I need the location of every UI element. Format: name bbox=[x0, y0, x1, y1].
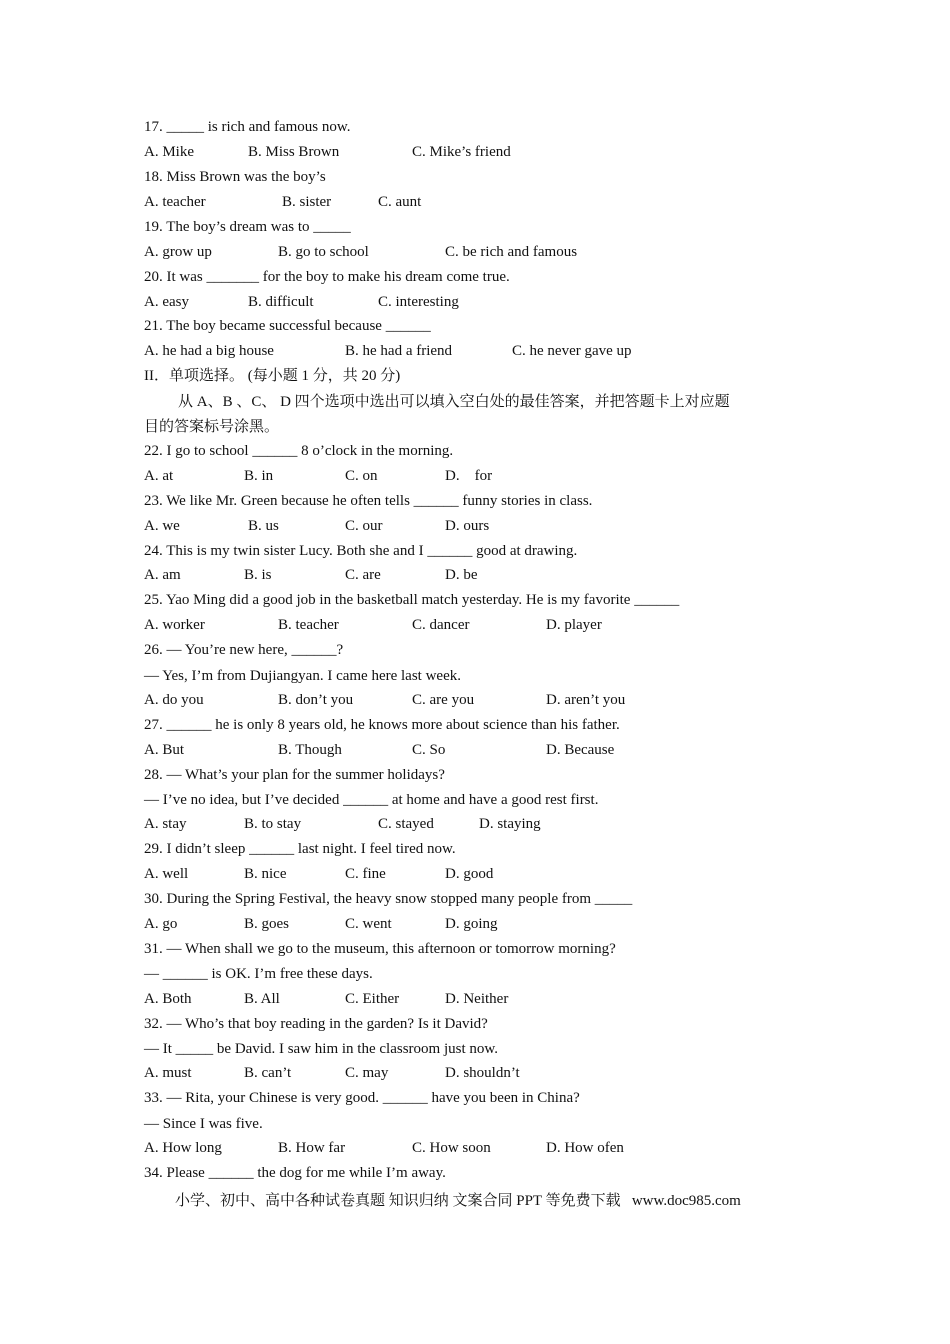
question-21-option-b: B. he had a friend bbox=[345, 343, 453, 359]
question-20-stem: 20. It was _______ for the boy to make his dream come true. bbox=[144, 269, 510, 285]
question-27-option-a: A. But bbox=[144, 742, 185, 758]
question-26-option-a: A. do you bbox=[144, 692, 204, 708]
question-24-option-d: D. be bbox=[445, 567, 478, 583]
question-33-option-c: C. How soon bbox=[412, 1140, 491, 1156]
question-24-option-c: C. are bbox=[345, 567, 381, 583]
question-34-stem: 34. Please ______ the dog for me while I’m away. bbox=[144, 1165, 446, 1181]
question-27-option-c: C. So bbox=[412, 742, 446, 758]
question-24-option-b: B. is bbox=[244, 567, 272, 583]
question-33-reply: — Since I was five. bbox=[144, 1116, 263, 1132]
question-21-option-a: A. he had a big house bbox=[144, 343, 274, 359]
question-30-stem: 30. During the Spring Festival, the heavy snow stopped many people from _____ bbox=[144, 891, 633, 907]
question-18-stem: 18. Miss Brown was the boy’s bbox=[144, 169, 326, 185]
question-27-stem: 27. ______ he is only 8 years old, he knows more about science than his father. bbox=[144, 717, 620, 733]
question-20-option-c: C. interesting bbox=[378, 294, 459, 310]
question-31-option-c: C. Either bbox=[345, 991, 400, 1007]
question-28-option-d: D. staying bbox=[479, 816, 541, 832]
question-30-option-d: D. going bbox=[445, 916, 498, 932]
question-22-option-b: B. in bbox=[244, 468, 274, 484]
question-18-option-b: B. sister bbox=[282, 194, 332, 210]
question-29-option-c: C. fine bbox=[345, 866, 386, 882]
question-22-stem: 22. I go to school ______ 8 o’clock in the morning. bbox=[144, 443, 454, 459]
question-25-option-b: B. teacher bbox=[278, 617, 339, 633]
question-30-option-a: A. go bbox=[144, 916, 178, 932]
question-32-option-c: C. may bbox=[345, 1065, 389, 1081]
question-31-reply: — ______ is OK. I’m free these days. bbox=[144, 966, 373, 982]
question-33-option-a: A. How long bbox=[144, 1140, 222, 1156]
question-19-option-c: C. be rich and famous bbox=[445, 244, 578, 260]
question-28-option-c: C. stayed bbox=[378, 816, 434, 832]
question-28-stem: 28. — What’s your plan for the summer holidays? bbox=[144, 767, 445, 783]
section-2-title: II．单项选择。 (每小题 1 分，共 20 分) bbox=[144, 368, 401, 384]
question-24-stem: 24. This is my twin sister Lucy. Both she and I ______ good at drawing. bbox=[144, 543, 578, 559]
question-19-option-b: B. go to school bbox=[278, 244, 369, 260]
section-2-instruction-line-2: 目的答案标号涂黑。 bbox=[144, 419, 280, 435]
question-33-option-d: D. How ofen bbox=[546, 1140, 624, 1156]
question-21-stem: 21. The boy became successful because ______ bbox=[144, 318, 431, 334]
question-31-option-b: B. All bbox=[244, 991, 280, 1007]
question-25-option-d: D. player bbox=[546, 617, 602, 633]
question-28-reply: — I’ve no idea, but I’ve decided ______ at home and have a good rest first. bbox=[144, 792, 599, 808]
question-30-option-b: B. goes bbox=[244, 916, 289, 932]
question-17-option-c: C. Mike’s friend bbox=[412, 144, 511, 160]
question-31-option-a: A. Both bbox=[144, 991, 192, 1007]
question-29-option-b: B. nice bbox=[244, 866, 287, 882]
question-28-option-a: A. stay bbox=[144, 816, 187, 832]
question-26-option-d: D. aren’t you bbox=[546, 692, 626, 708]
question-27-option-b: B. Though bbox=[278, 742, 342, 758]
question-24-option-a: A. am bbox=[144, 567, 181, 583]
section-2-instruction-line-1: 从 A、B 、C、 D 四个选项中选出可以填入空白处的最佳答案，并把答题卡上对应题 bbox=[178, 394, 730, 410]
question-23-option-d: D. ours bbox=[445, 518, 490, 534]
question-28-option-b: B. to stay bbox=[244, 816, 302, 832]
question-23-stem: 23. We like Mr. Green because he often tells ______ funny stories in class. bbox=[144, 493, 593, 509]
question-17-option-a: A. Mike bbox=[144, 144, 194, 160]
question-22-option-a: A. at bbox=[144, 468, 174, 484]
question-23-option-b: B. us bbox=[248, 518, 279, 534]
question-18-option-a: A. teacher bbox=[144, 194, 206, 210]
question-23-option-c: C. our bbox=[345, 518, 383, 534]
question-19-option-a: A. grow up bbox=[144, 244, 212, 260]
question-21-option-c: C. he never gave up bbox=[512, 343, 632, 359]
question-22-option-c: C. on bbox=[345, 468, 378, 484]
question-32-stem: 32. — Who’s that boy reading in the garden? Is it David? bbox=[144, 1016, 488, 1032]
question-17-stem: 17. _____ is rich and famous now. bbox=[144, 119, 351, 135]
question-32-option-b: B. can’t bbox=[244, 1065, 292, 1081]
question-26-reply: — Yes, I’m from Dujiangyan. I came here last week. bbox=[144, 668, 461, 684]
question-19-stem: 19. The boy’s dream was to _____ bbox=[144, 219, 351, 235]
question-23-option-a: A. we bbox=[144, 518, 180, 534]
question-26-stem: 26. — You’re new here, ______? bbox=[144, 642, 344, 658]
question-33-option-b: B. How far bbox=[278, 1140, 346, 1156]
question-26-option-b: B. don’t you bbox=[278, 692, 354, 708]
question-25-option-c: C. dancer bbox=[412, 617, 470, 633]
question-25-stem: 25. Yao Ming did a good job in the basketball match yesterday. He is my favorite ______ bbox=[144, 592, 680, 608]
question-26-option-c: C. are you bbox=[412, 692, 475, 708]
question-31-option-d: D. Neither bbox=[445, 991, 509, 1007]
question-32-reply: — It _____ be David. I saw him in the classroom just now. bbox=[144, 1041, 498, 1057]
question-31-stem: 31. — When shall we go to the museum, this afternoon or tomorrow morning? bbox=[144, 941, 616, 957]
question-29-option-a: A. well bbox=[144, 866, 189, 882]
question-29-option-d: D. good bbox=[445, 866, 494, 882]
question-29-stem: 29. I didn’t sleep ______ last night. I feel tired now. bbox=[144, 841, 456, 857]
question-25-option-a: A. worker bbox=[144, 617, 205, 633]
question-32-option-d: D. shouldn’t bbox=[445, 1065, 520, 1081]
question-20-option-a: A. easy bbox=[144, 294, 189, 310]
question-18-option-c: C. aunt bbox=[378, 194, 422, 210]
page-footer: 小学、初中、高中各种试卷真题 知识归纳 文案合同 PPT 等免费下载 www.doc985.com bbox=[175, 1193, 741, 1209]
question-22-option-d: D. for bbox=[445, 468, 493, 484]
question-27-option-d: D. Because bbox=[546, 742, 615, 758]
question-30-option-c: C. went bbox=[345, 916, 392, 932]
question-32-option-a: A. must bbox=[144, 1065, 192, 1081]
question-20-option-b: B. difficult bbox=[248, 294, 314, 310]
question-33-stem: 33. — Rita, your Chinese is very good. ______ have you been in China? bbox=[144, 1090, 580, 1106]
question-17-option-b: B. Miss Brown bbox=[248, 144, 340, 160]
